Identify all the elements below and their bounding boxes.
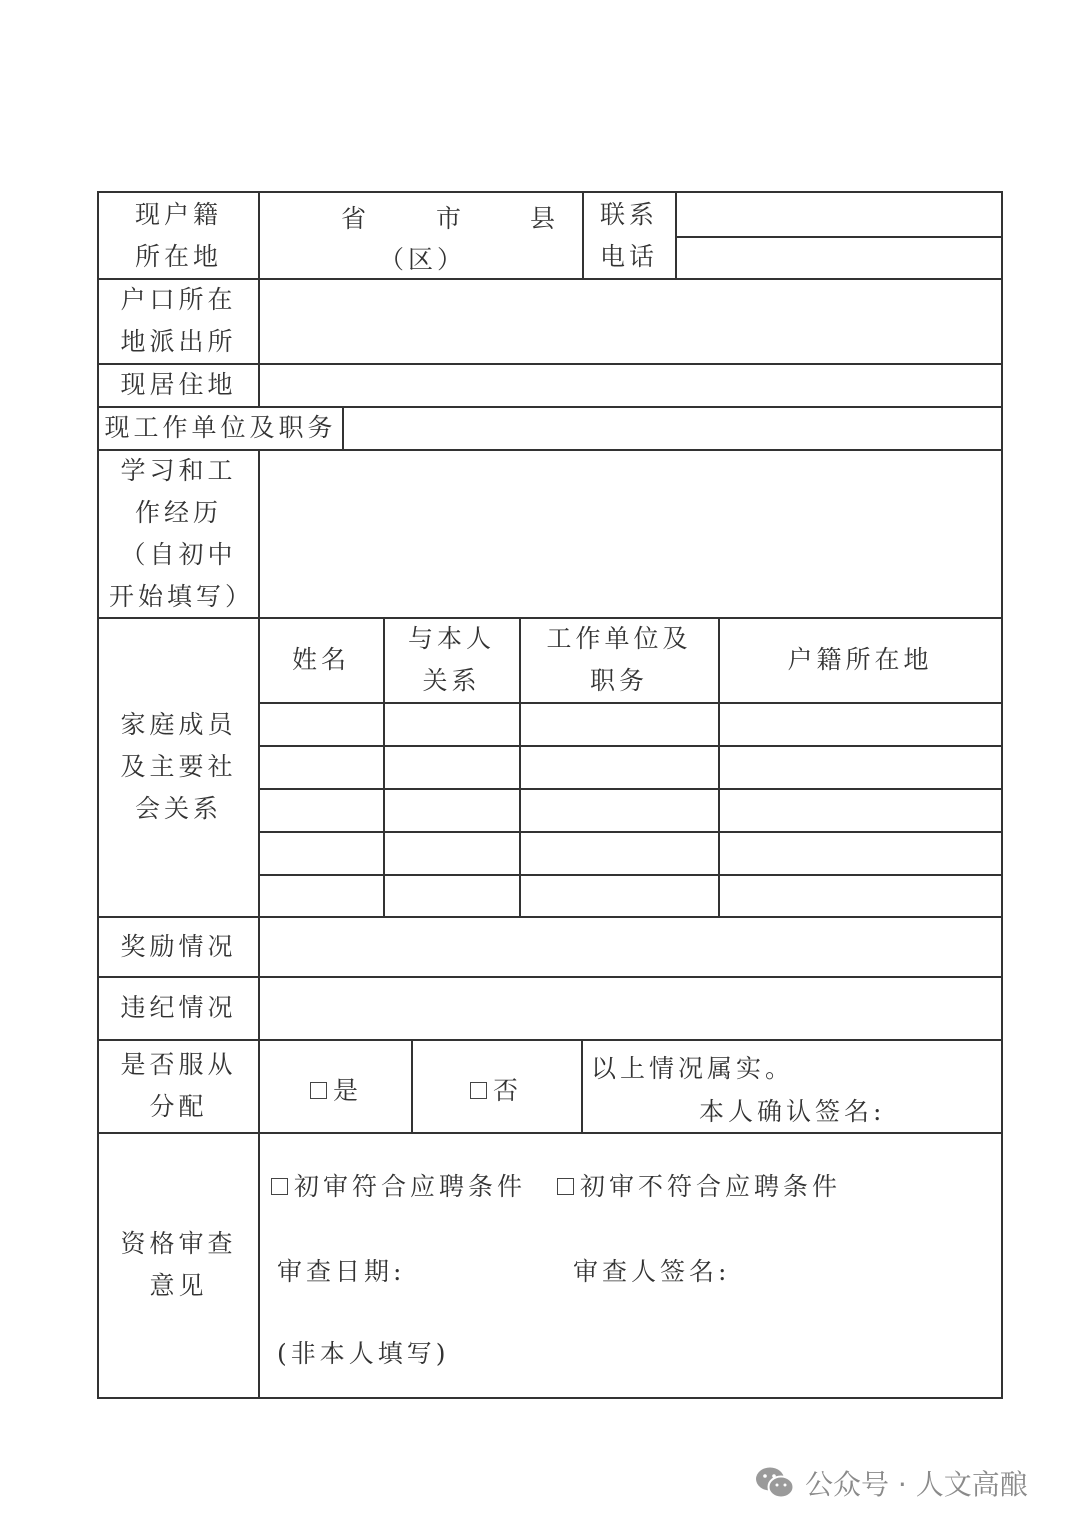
review-date-label: 审查日期: (277, 1257, 406, 1286)
discipline-label: 违纪情况 (120, 993, 237, 1022)
family-header-household: 户籍所在地 (787, 645, 933, 674)
review-fail-label: 初审不符合应聘条件 (580, 1172, 842, 1201)
family-header-relation: 与本人关系 (407, 624, 495, 695)
education-work-history-input[interactable] (260, 450, 1001, 617)
wechat-icon (755, 1466, 795, 1500)
workplace-position-input[interactable] (344, 407, 1001, 449)
divider (581, 1039, 583, 1132)
family-row[interactable] (259, 832, 1001, 874)
divider (675, 193, 677, 278)
rewards-input[interactable] (260, 917, 1001, 976)
watermark (755, 1463, 1028, 1503)
reviewer-sign-label: 审查人签名: (573, 1257, 731, 1286)
police-station-label: 户口所在地派出所 (120, 285, 237, 356)
obey-no-option[interactable] (470, 1076, 522, 1106)
self-sign-label: 本人确认签名: (699, 1097, 886, 1126)
province-label: 省 (341, 204, 371, 233)
phone-label: 联系电话 (599, 199, 658, 271)
obey-no-label: 否 (493, 1076, 523, 1105)
current-address-input[interactable] (260, 364, 1001, 406)
review-pass-label: 初审符合应聘条件 (294, 1172, 527, 1201)
city-label: 市 (436, 204, 466, 233)
statement-text: 以上情况属实。 (591, 1054, 795, 1083)
education-work-history-label: 学习和工作经历（自初中开始填写） (109, 455, 255, 611)
family-header-workplace: 工作单位及职务 (546, 624, 692, 695)
discipline-input[interactable] (260, 977, 1001, 1039)
review-pass-option[interactable] (271, 1172, 526, 1202)
obey-assignment-label: 是否服从分配 (120, 1050, 237, 1121)
family-row[interactable] (259, 875, 1001, 916)
application-form-table (97, 191, 1003, 1399)
county-label: 县 (530, 204, 560, 233)
divider (411, 1039, 413, 1132)
watermark-text: 公众号 · 人文高酿 (805, 1468, 1028, 1501)
family-members-label: 家庭成员及主要社会关系 (120, 710, 237, 823)
family-row[interactable] (259, 703, 1001, 745)
district-label: （区） (379, 245, 467, 274)
workplace-position-label: 现工作单位及职务 (104, 413, 337, 442)
obey-yes-option[interactable] (310, 1076, 362, 1106)
current-address-label: 现居住地 (120, 370, 237, 399)
qualification-review-label: 资格审查意见 (120, 1229, 237, 1300)
review-fail-option[interactable] (557, 1172, 841, 1202)
review-note: (非本人填写) (277, 1339, 450, 1368)
family-row[interactable] (259, 746, 1001, 788)
checkbox-icon[interactable] (557, 1178, 574, 1195)
checkbox-icon[interactable] (271, 1178, 288, 1195)
residence-registration-label: 现户籍所在地 (134, 199, 222, 271)
family-header-name: 姓名 (291, 645, 350, 674)
obey-yes-label: 是 (333, 1076, 363, 1105)
phone-input-2[interactable] (678, 238, 1001, 278)
checkbox-icon[interactable] (470, 1082, 487, 1099)
phone-input-1[interactable] (678, 193, 1001, 236)
rewards-label: 奖励情况 (120, 931, 237, 961)
family-row[interactable] (259, 789, 1001, 831)
checkbox-icon[interactable] (310, 1082, 327, 1099)
police-station-input[interactable] (260, 279, 1001, 363)
